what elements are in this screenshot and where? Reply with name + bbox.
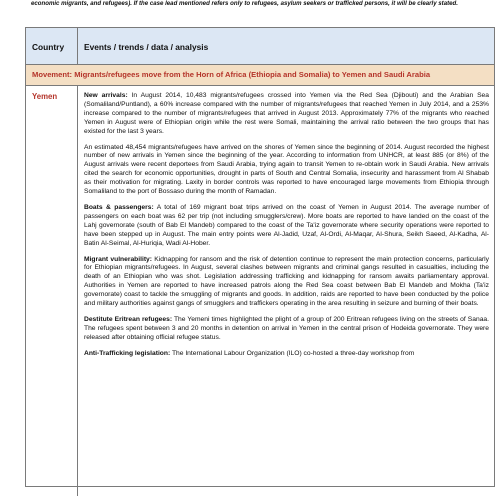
- header-country: Country: [32, 42, 65, 52]
- column-divider: [77, 86, 78, 496]
- header-events: Events / trends / data / analysis: [84, 42, 209, 52]
- paragraph-lead: Boats & passengers:: [84, 203, 154, 211]
- paragraph-lead: Migrant vulnerability:: [84, 255, 153, 263]
- paragraph-new-arrivals: [84, 92, 489, 137]
- country-cell: Yemen: [32, 92, 58, 101]
- paragraph-boats: [84, 204, 489, 249]
- section-title: Movement: Migrants/refugees move from the Horn of Africa (Ethiopia and Somalia) to Yemen and Saudi Arabia: [32, 70, 431, 79]
- paragraph-text: The International Labour Organization (ILO) co-hosted a three-day workshop from: [170, 349, 415, 357]
- paragraph-text: An estimated 48,454 migrants/refugees have arrived on the shores of Yemen since the beginning of 2014. August recorded the highest number of new arrivals in Yemen since the beginning of the year. According to information from UNHCR, at least 885 (or 8%) of the August arrivals were recent deportees from Saudi Arabia, trying again to transit Yemen to re-obtain work in Saudi Arabia. New arrivals cited the search for economic opportunities, drought in parts of South and Central Somalia, insecurity and harassment from Al Shabab as their motivation for migrating. Laxity in border controls was reported to have encouraged large movements from Ethiopia through Somaliland to the port of Bossaso during the month of Ramadan.: [84, 143, 489, 196]
- paragraph-text: A total of 169 migrant boat trips arrived on the coast of Yemen in August 2014. The average number of passengers on each boat was 62 per trip (not including smugglers/crew). More boats are reported to have landed on the coast of the Lahj governorate (south of Bab El Mandeb) compared to the coast of the Ta'iz governorate where security operations were reported to have been stepped up in August. The main entry points were Al-Jadid, Uzaf, Al-Ordi, Al-Maqar, Al-Shura, Seikh Saeed, Al-Kadha, Al-Batin Al-Seimal, Al-Huriqia, Wadi Al-Hober.: [84, 203, 490, 247]
- top-note: economic migrants, and refugees). If the case lead mentioned refers only to refugees, asylum seekers or trafficked persons, it will be clearly stated.: [31, 0, 458, 7]
- paragraph-lead: Anti-Trafficking legislation:: [84, 349, 171, 357]
- table-header-row: [26, 28, 494, 65]
- paragraph-lead: Destitute Eritrean refugees:: [84, 315, 173, 323]
- column-divider: [77, 28, 78, 64]
- paragraph-vulnerability: [84, 256, 489, 309]
- paragraph-legislation: [84, 350, 489, 359]
- events-table: [25, 27, 495, 487]
- paragraph-estimate: [84, 144, 489, 197]
- section-row: [26, 65, 494, 86]
- paragraph-text: The Yemeni times highlighted the plight of a group of 200 Eritrean refugees living on the streets of Sanaa. The refugees spent between 3 and 20 months in detention on arrival in Yemen in the central prison of Hodeida governorate. They were released after obtaining official refugee status.: [84, 315, 489, 341]
- paragraph-text: In August 2014, 10,483 migrants/refugees crossed into Yemen via the Red Sea (Djibouti) and the Arabian Sea (Somaliland/Puntland), a 60% increase compared with the number of migrants/refugees that reached Yemen in July 2014, and a 253% increase compared to the number of migrants/refugees that arrived in August 2013. Approximately 77% of the migrants who reached Yemen in August were of Ethiopian origin while the rest were Somali, maintaining the arrival ratio between the two groups that has existed for the last 3 years.: [84, 92, 489, 135]
- paragraph-text: Kidnapping for ransom and the risk of detention continue to represent the main protection concerns, particularly for Ethiopian migrants/refugees. In August, several clashes between migrants and criminal gangs resulted in casualties, including the death of an Ethiopian who was shot. Legislation addressing trafficking and kidnapping for ransom awaits parliamentary approval. Authorities in Yemen are reported to have increased patrols along the Red Sea coast between Bab El Mandeb and Mokha (Ta'iz governorate) coast to tackle the smuggling of migrants and goods. In addition, raids are reported to have been conducted by the police and military authorities against gangs of smugglers and traffickers operating in the area resulting in seizure and burning of their boats.: [84, 255, 489, 308]
- events-cell: [84, 92, 489, 366]
- paragraph-lead: New arrivals:: [84, 92, 128, 99]
- paragraph-eritrean: [84, 316, 489, 343]
